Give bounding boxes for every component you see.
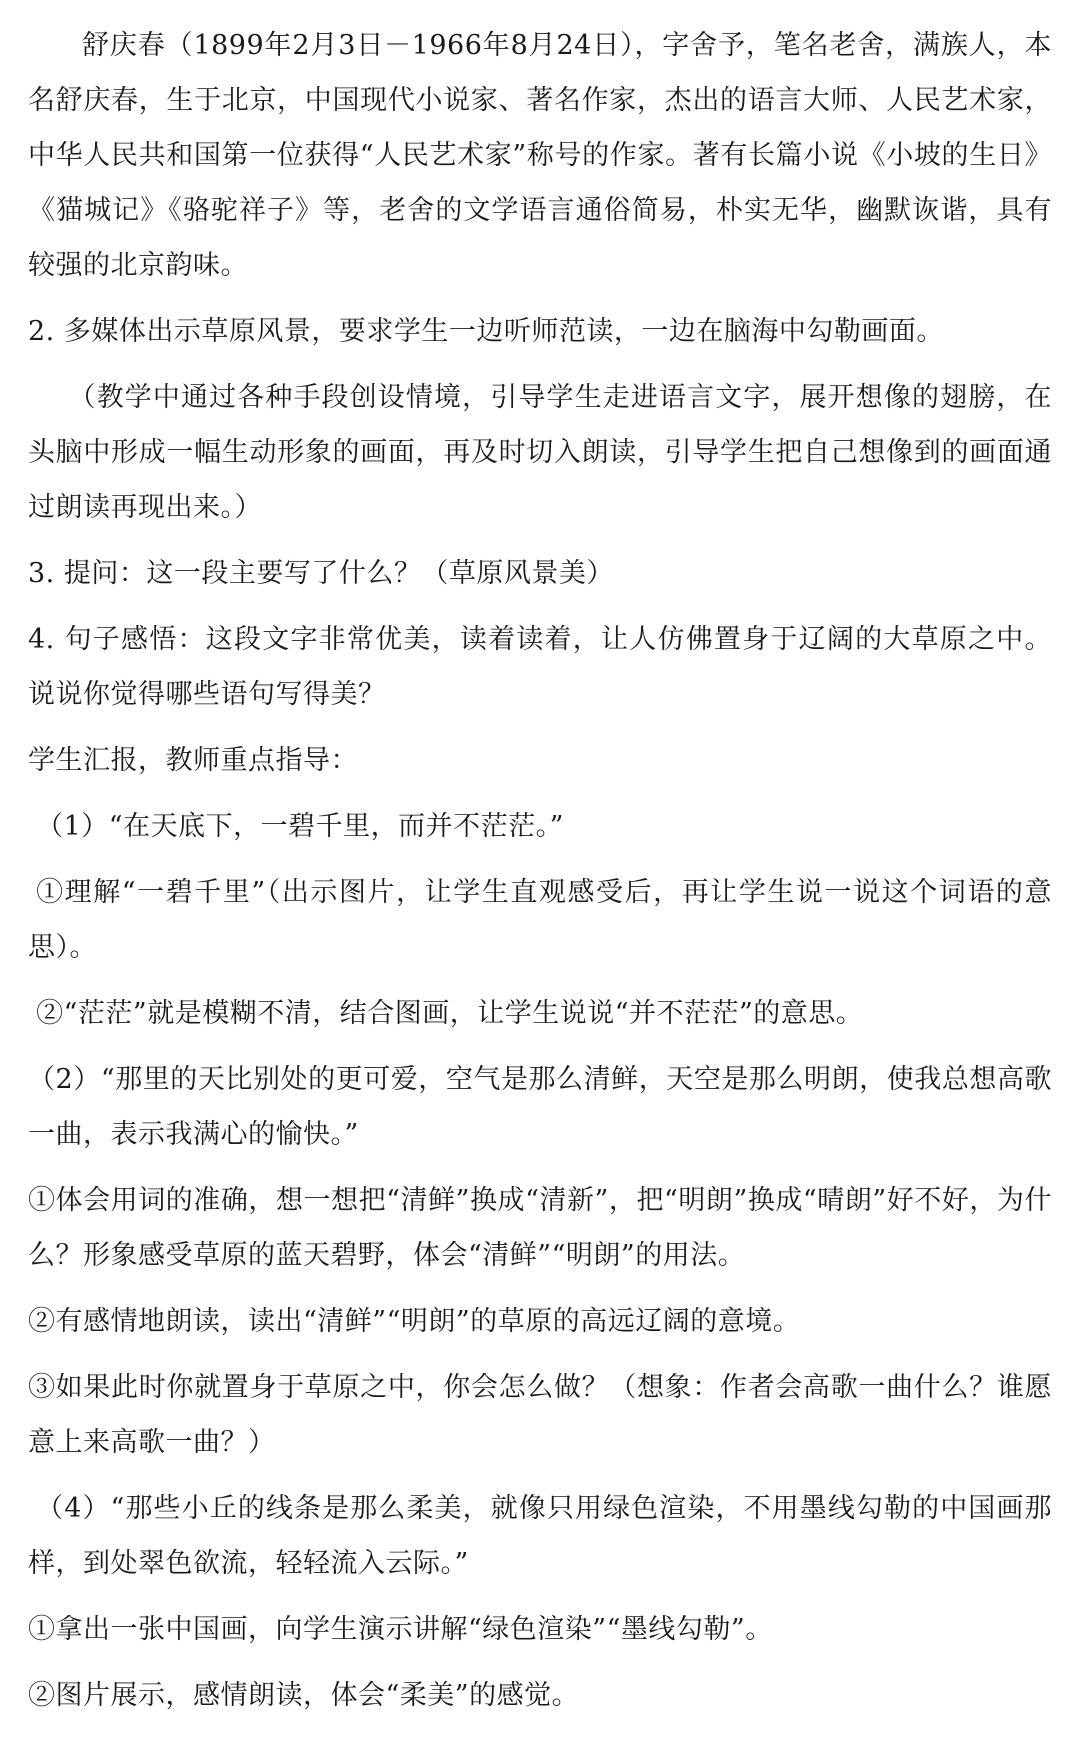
paragraph-point-1-1: ①理解“一碧千里”（出示图片，让学生直观感受后，再让学生说一说这个词语的意思）。 xyxy=(28,877,1052,963)
paragraph-quote-2: （2）“那里的天比别处的更可爱，空气是那么清鲜，天空是那么明朗，使我总想高歌一曲，表示我满心的愉快。” xyxy=(28,1064,1052,1150)
document-page xyxy=(28,18,1052,1723)
paragraph-student-report: 学生汇报，教师重点指导： xyxy=(28,745,358,776)
paragraph-point-2-3: ③如果此时你就置身于草原之中，你会怎么做？（想象：作者会高歌一曲什么？谁愿意上来高歌一曲？） xyxy=(28,1372,1052,1458)
paragraph-quote-1: （1）“在天底下，一碧千里，而并不茫茫。” xyxy=(36,811,564,842)
paragraph-point-4-1: ①拿出一张中国画，向学生演示讲解“绿色渲染”“墨线勾勒”。 xyxy=(28,1614,773,1645)
paragraph-step-3: 3. 提问：这一段主要写了什么？（草原风景美） xyxy=(28,558,614,589)
paragraph-author-bio: 舒庆春（1899年2月3日－1966年8月24日），字舍予，笔名老舍，满族人，本名舒庆春，生于北京，中国现代小说家、著名作家，杰出的语言大师、人民艺术家，中华人民共和国第一位获得“人民艺术家”称号的作家。著有长篇小说《小坡的生日》《猫城记》《骆驼祥子》等，老舍的文学语言通俗简易，朴实无华，幽默诙谐，具有较强的北京韵味。 xyxy=(28,30,1052,281)
paragraph-point-2-1: ①体会用词的准确，想一想把“清鲜”换成“清新”，把“明朗”换成“晴朗”好不好，为什么？形象感受草原的蓝天碧野，体会“清鲜”“明朗”的用法。 xyxy=(28,1185,1052,1271)
paragraph-step-4: 4. 句子感悟：这段文字非常优美，读着读着，让人仿佛置身于辽阔的大草原之中。说说你觉得哪些语句写得美？ xyxy=(28,624,1052,710)
paragraph-step-2: 2. 多媒体出示草原风景，要求学生一边听师范读，一边在脑海中勾勒画面。 xyxy=(28,316,944,347)
paragraph-point-2-2: ②有感情地朗读，读出“清鲜”“明朗”的草原的高远辽阔的意境。 xyxy=(28,1306,801,1337)
paragraph-point-1-2: ②“茫茫”就是模糊不清，结合图画，让学生说说“并不茫茫”的意思。 xyxy=(36,998,864,1029)
paragraph-point-4-2: ②图片展示，感情朗读，体会“柔美”的感觉。 xyxy=(28,1680,580,1711)
paragraph-quote-4: （4）“那些小丘的线条是那么柔美，就像只用绿色渲染，不用墨线勾勒的中国画那样，到处翠色欲流，轻轻流入云际。” xyxy=(28,1493,1052,1579)
paragraph-teaching-note: （教学中通过各种手段创设情境，引导学生走进语言文字，展开想像的翅膀，在头脑中形成一幅生动形象的画面，再及时切入朗读，引导学生把自己想像到的画面通过朗读再现出来。） xyxy=(28,382,1052,523)
